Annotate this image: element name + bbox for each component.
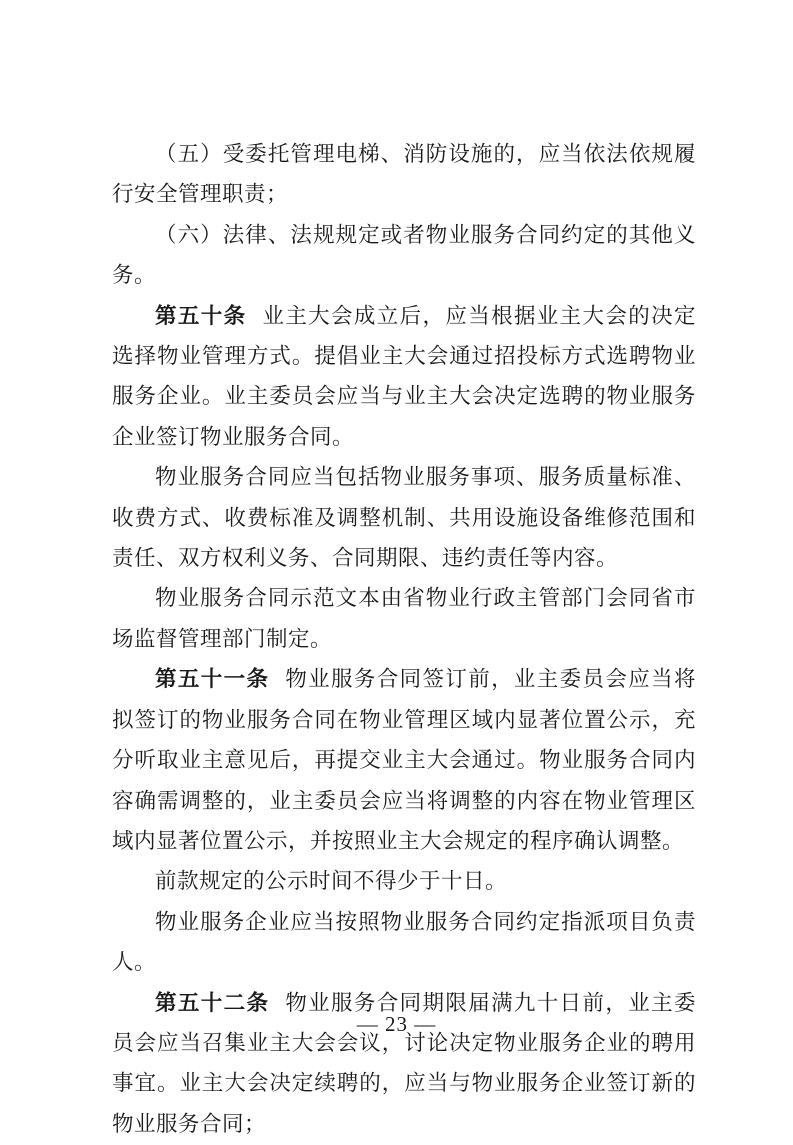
paragraph-text: 物业服务合同期限届满九十日前，业主委员会应当召集业主大会会议，讨论决定物业服务企业的聘用事宜。业主大会决定续聘的，应当与物业服务企业签订新的物业服务合同； [112,990,696,1137]
paragraph-item-5 [112,135,696,216]
paragraph-publicity-period [112,862,696,902]
paragraph-text: （六）法律、法规规定或者物业服务合同约定的其他义务。 [112,222,696,289]
article-heading: 第五十二条 [155,990,270,1016]
paragraph-text: 物业服务企业应当按照物业服务合同约定指派项目负责人。 [112,909,696,976]
article-51 [112,660,696,862]
paragraph-text: 业主大会成立后，应当根据业主大会的决定选择物业管理方式。提倡业主大会通过招投标方式选聘物业服务企业。业主委员会应当与业主大会决定选聘的物业服务企业签订物业服务合同。 [112,303,696,450]
paragraph-model-text [112,579,696,660]
paragraph-text: 前款规定的公示时间不得少于十日。 [155,869,508,895]
paragraph-contract-content [112,458,696,579]
paragraph-text: 物业服务合同应当包括物业服务事项、服务质量标准、收费方式、收费标准及调整机制、共用设施设备维修范围和责任、双方权利义务、合同期限、违约责任等内容。 [112,465,696,572]
page-number: — 23 — [356,1012,437,1036]
paragraph-text: （五）受委托管理电梯、消防设施的，应当依法依规履行安全管理职责； [112,142,696,208]
paragraph-project-manager [112,903,696,984]
article-heading: 第五十条 [155,303,247,329]
article-52 [112,984,696,1145]
paragraph-item-6 [112,216,696,297]
paragraph-text: 物业服务合同示范文本由省物业行政主管部门会同省市场监督管理部门制定。 [112,586,696,652]
article-50 [112,297,696,459]
paragraph-text: 物业服务合同签订前，业主委员会应当将拟签订的物业服务合同在物业管理区域内显著位置公示，充分听取业主意见后，再提交业主大会通过。物业服务合同内容确需调整的，业主委员会应当将调整的内容在物业管理区域内显著位置公示，并按照业主大会规定的程序确认调整。 [112,667,696,854]
document-body [112,135,696,1145]
article-heading: 第五十一条 [155,667,270,693]
